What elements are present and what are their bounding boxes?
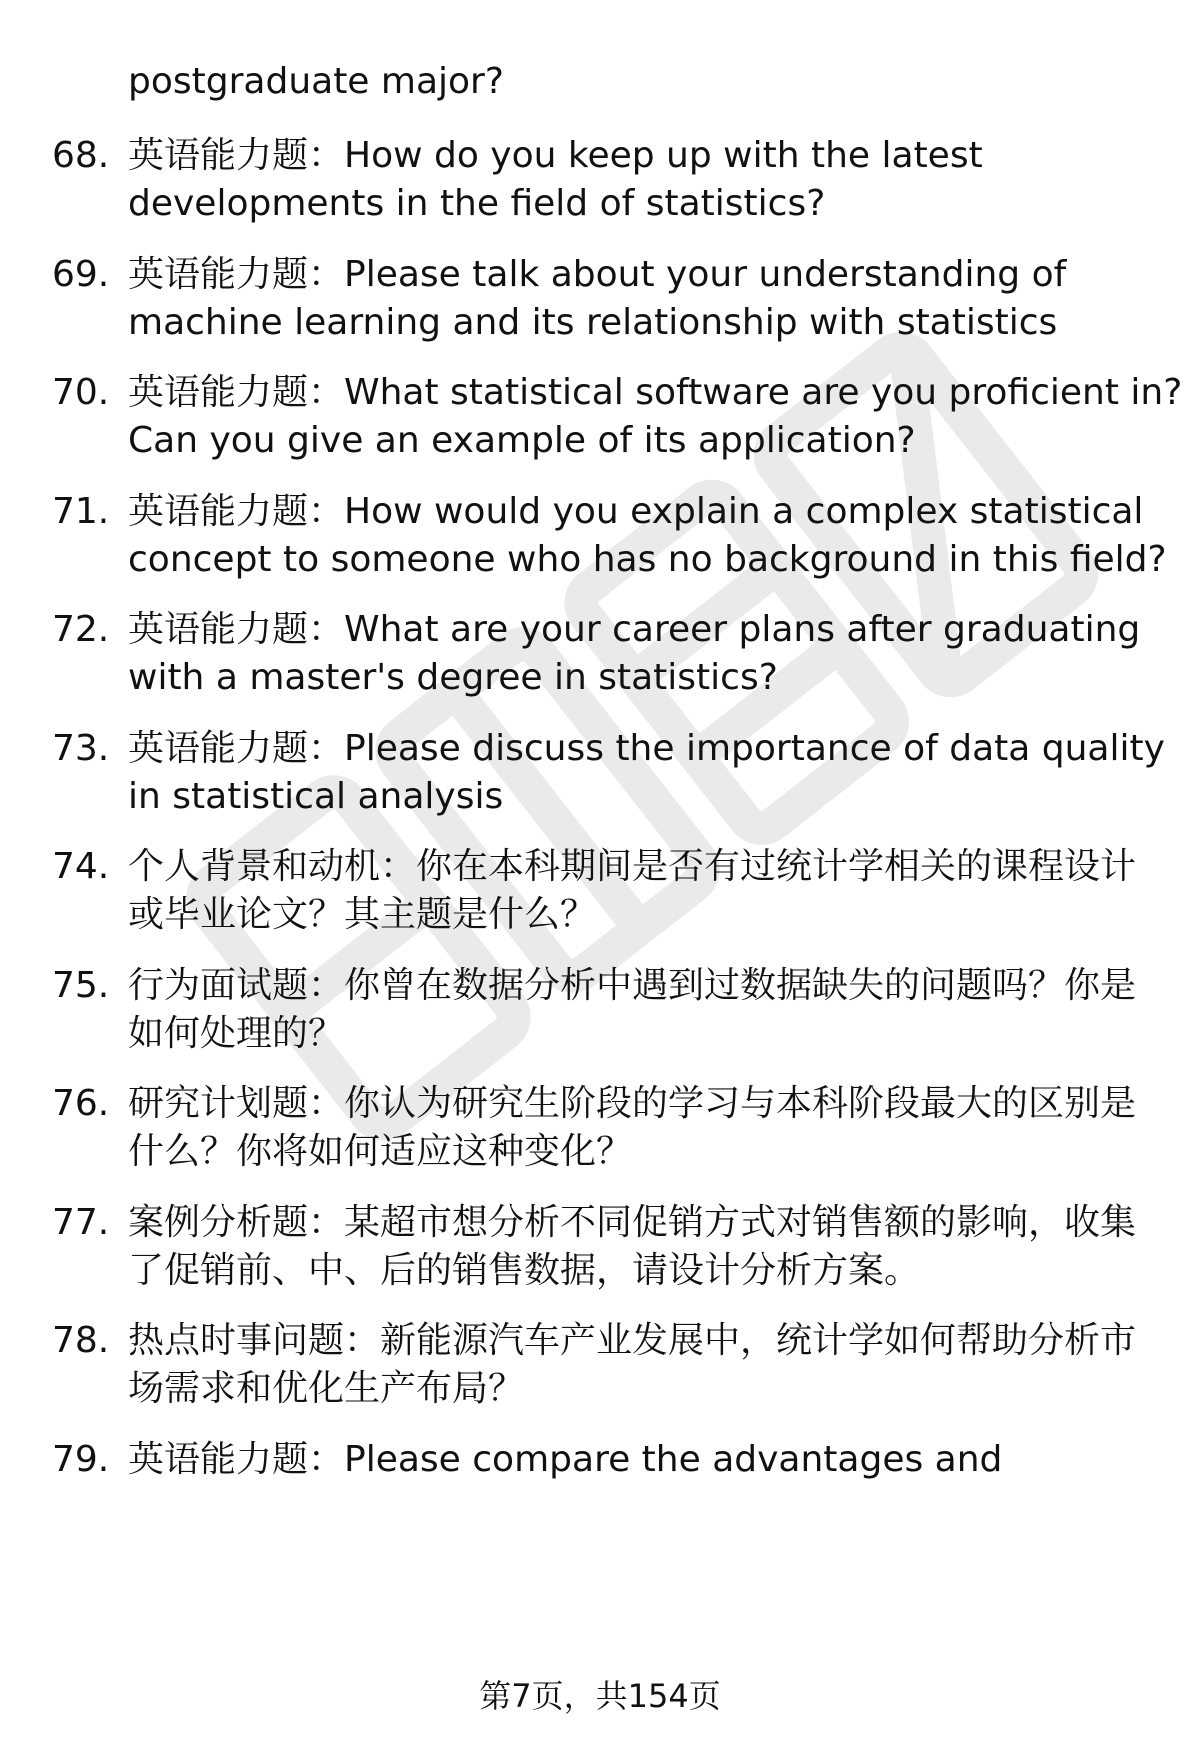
- question-line: concept to someone who has no background in this field?: [128, 539, 1167, 580]
- question-text: [128, 843, 1136, 939]
- question-line: 案例分析题：某超市想分析不同促销方式对销售额的影响，收集: [128, 1202, 1137, 1243]
- question-line: 个人背景和动机：你在本科期间是否有过统计学相关的课程设计: [128, 846, 1137, 887]
- question-number: 71.: [52, 491, 110, 532]
- question-line: Can you give an example of its application?: [128, 420, 916, 461]
- question-text: [128, 962, 1136, 1058]
- question-text: [128, 1317, 1136, 1413]
- continuation-text: postgraduate major?: [128, 61, 504, 102]
- question-text: [128, 132, 983, 228]
- question-number: 69.: [52, 254, 110, 295]
- question-text: [128, 725, 1165, 821]
- question-line: 英语能力题：What statistical software are you proficient in?: [128, 372, 1183, 413]
- question-line: 什么？你将如何适应这种变化？: [128, 1131, 633, 1172]
- question-line: 如何处理的？: [128, 1013, 345, 1054]
- question-line: 英语能力题：What are your career plans after graduating: [128, 609, 1141, 650]
- question-number: 74.: [52, 846, 110, 887]
- question-line: 英语能力题：Please discuss the importance of data quality: [128, 728, 1165, 769]
- question-line: 热点时事问题：新能源汽车产业发展中，统计学如何帮助分析市: [128, 1320, 1137, 1361]
- question-line: 研究计划题：你认为研究生阶段的学习与本科阶段最大的区别是: [128, 1083, 1137, 1124]
- question-number: 77.: [52, 1202, 110, 1243]
- question-number: 72.: [52, 609, 110, 650]
- question-text: [128, 1199, 1136, 1295]
- question-line: 英语能力题：How do you keep up with the latest: [128, 135, 983, 176]
- question-number: 75.: [52, 965, 110, 1006]
- question-number: 78.: [52, 1320, 110, 1361]
- question-text: [128, 369, 1182, 465]
- question-number: 70.: [52, 372, 110, 413]
- question-number: 73.: [52, 728, 110, 769]
- question-text: [128, 606, 1140, 702]
- question-number: 79.: [52, 1439, 110, 1480]
- question-line: 场需求和优化生产布局？: [128, 1368, 525, 1409]
- question-line: 行为面试题：你曾在数据分析中遇到过数据缺失的问题吗？你是: [128, 965, 1137, 1006]
- question-line: 了促销前、中、后的销售数据，请设计分析方案。: [128, 1250, 921, 1291]
- question-number: 76.: [52, 1083, 110, 1124]
- question-line: developments in the field of statistics?: [128, 183, 826, 224]
- question-line: machine learning and its relationship with statistics: [128, 302, 1058, 343]
- question-line: in statistical analysis: [128, 776, 504, 817]
- question-text: [128, 251, 1066, 347]
- question-line: 或毕业论文？其主题是什么？: [128, 894, 597, 935]
- question-text: [128, 488, 1167, 584]
- question-line: 英语能力题：Please compare the advantages and: [128, 1439, 1003, 1480]
- question-line: 英语能力题：Please talk about your understanding of: [128, 254, 1067, 295]
- question-line: 英语能力题：How would you explain a complex statistical: [128, 491, 1144, 532]
- page-footer: 第7页，共154页: [479, 1677, 721, 1715]
- question-line: with a master's degree in statistics?: [128, 657, 778, 698]
- question-text: [128, 1080, 1136, 1176]
- question-text: [128, 1436, 1002, 1484]
- question-number: 68.: [52, 135, 110, 176]
